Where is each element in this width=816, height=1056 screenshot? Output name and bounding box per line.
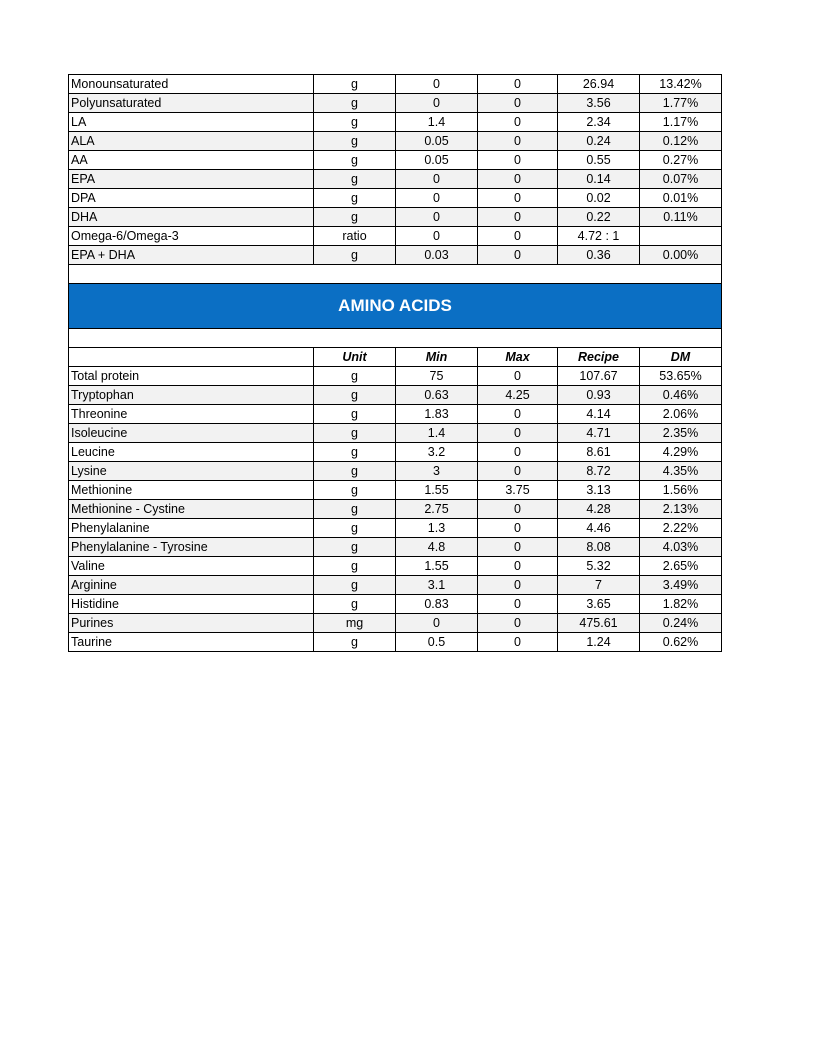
cell-name: Omega-6/Omega-3 [69, 227, 314, 246]
cell-dm: 2.13% [640, 500, 722, 519]
cell-min: 0.05 [396, 132, 478, 151]
cell-name: Phenylalanine - Tyrosine [69, 538, 314, 557]
cell-recipe: 107.67 [558, 367, 640, 386]
cell-recipe: 2.34 [558, 113, 640, 132]
cell-name: Methionine [69, 481, 314, 500]
cell-dm: 3.49% [640, 576, 722, 595]
table-row [69, 405, 722, 424]
amino-section [69, 265, 722, 367]
cell-min: 0 [396, 94, 478, 113]
cell-name: Taurine [69, 633, 314, 652]
cell-unit: g [314, 500, 396, 519]
cell-name: Valine [69, 557, 314, 576]
section-title: AMINO ACIDS [69, 284, 722, 329]
cell-min: 1.4 [396, 424, 478, 443]
header-dm: DM [640, 348, 722, 367]
cell-max: 0 [478, 170, 558, 189]
section-banner [69, 284, 722, 329]
cell-recipe: 0.93 [558, 386, 640, 405]
cell-max: 0 [478, 94, 558, 113]
cell-unit: g [314, 189, 396, 208]
cell-recipe: 1.24 [558, 633, 640, 652]
cell-recipe: 4.72 : 1 [558, 227, 640, 246]
cell-max: 0 [478, 208, 558, 227]
cell-unit: ratio [314, 227, 396, 246]
cell-recipe: 8.61 [558, 443, 640, 462]
cell-dm: 2.22% [640, 519, 722, 538]
cell-unit: g [314, 151, 396, 170]
cell-unit: g [314, 405, 396, 424]
cell-recipe: 475.61 [558, 614, 640, 633]
table-row [69, 424, 722, 443]
cell-min: 2.75 [396, 500, 478, 519]
cell-recipe: 26.94 [558, 75, 640, 94]
spacer-row [69, 329, 722, 348]
cell-recipe: 5.32 [558, 557, 640, 576]
cell-dm: 0.46% [640, 386, 722, 405]
cell-recipe: 4.14 [558, 405, 640, 424]
cell-unit: g [314, 424, 396, 443]
cell-min: 1.3 [396, 519, 478, 538]
column-header-row [69, 348, 722, 367]
cell-unit: g [314, 75, 396, 94]
cell-name: Leucine [69, 443, 314, 462]
cell-name: Phenylalanine [69, 519, 314, 538]
table-row [69, 113, 722, 132]
cell-unit: g [314, 443, 396, 462]
cell-max: 0 [478, 557, 558, 576]
cell-recipe: 0.14 [558, 170, 640, 189]
cell-min: 0 [396, 189, 478, 208]
table-row [69, 462, 722, 481]
cell-name: LA [69, 113, 314, 132]
cell-max: 0 [478, 500, 558, 519]
cell-max: 0 [478, 367, 558, 386]
cell-max: 0 [478, 113, 558, 132]
cell-name: Arginine [69, 576, 314, 595]
table-row [69, 481, 722, 500]
header-recipe: Recipe [558, 348, 640, 367]
header-max: Max [478, 348, 558, 367]
table-row [69, 170, 722, 189]
table-row [69, 94, 722, 113]
cell-unit: g [314, 386, 396, 405]
cell-name: Histidine [69, 595, 314, 614]
table-row [69, 595, 722, 614]
cell-dm: 1.77% [640, 94, 722, 113]
cell-min: 1.83 [396, 405, 478, 424]
cell-dm: 1.17% [640, 113, 722, 132]
cell-max: 0 [478, 132, 558, 151]
table-row [69, 614, 722, 633]
cell-name: Lysine [69, 462, 314, 481]
cell-name: DPA [69, 189, 314, 208]
cell-min: 0.83 [396, 595, 478, 614]
cell-max: 0 [478, 189, 558, 208]
table-row [69, 519, 722, 538]
cell-recipe: 8.08 [558, 538, 640, 557]
cell-name: Purines [69, 614, 314, 633]
cell-recipe: 3.65 [558, 595, 640, 614]
cell-name: Monounsaturated [69, 75, 314, 94]
table-row [69, 132, 722, 151]
cell-dm: 53.65% [640, 367, 722, 386]
cell-dm: 0.24% [640, 614, 722, 633]
cell-min: 0 [396, 170, 478, 189]
cell-name: EPA + DHA [69, 246, 314, 265]
nutrient-sheet [68, 74, 721, 652]
table-row [69, 246, 722, 265]
cell-name: EPA [69, 170, 314, 189]
cell-name: Total protein [69, 367, 314, 386]
cell-min: 0 [396, 227, 478, 246]
cell-recipe: 3.13 [558, 481, 640, 500]
cell-max: 0 [478, 405, 558, 424]
cell-unit: g [314, 208, 396, 227]
cell-max: 0 [478, 227, 558, 246]
cell-dm: 0.01% [640, 189, 722, 208]
cell-dm: 4.03% [640, 538, 722, 557]
cell-dm: 0.11% [640, 208, 722, 227]
table-row [69, 557, 722, 576]
cell-dm: 0.62% [640, 633, 722, 652]
cell-min: 0.05 [396, 151, 478, 170]
cell-min: 0.5 [396, 633, 478, 652]
cell-unit: g [314, 519, 396, 538]
cell-min: 0.63 [396, 386, 478, 405]
cell-min: 3.2 [396, 443, 478, 462]
cell-max: 0 [478, 443, 558, 462]
cell-unit: mg [314, 614, 396, 633]
cell-min: 1.55 [396, 557, 478, 576]
cell-dm: 2.06% [640, 405, 722, 424]
cell-recipe: 8.72 [558, 462, 640, 481]
cell-max: 0 [478, 151, 558, 170]
cell-max: 0 [478, 595, 558, 614]
table-row [69, 576, 722, 595]
cell-max: 0 [478, 614, 558, 633]
cell-max: 0 [478, 75, 558, 94]
cell-max: 0 [478, 576, 558, 595]
cell-recipe: 0.24 [558, 132, 640, 151]
cell-recipe: 4.71 [558, 424, 640, 443]
cell-unit: g [314, 113, 396, 132]
table-row [69, 633, 722, 652]
cell-max: 3.75 [478, 481, 558, 500]
cell-unit: g [314, 132, 396, 151]
cell-dm [640, 227, 722, 246]
cell-recipe: 7 [558, 576, 640, 595]
cell-dm: 0.12% [640, 132, 722, 151]
cell-dm: 1.56% [640, 481, 722, 500]
cell-recipe: 4.28 [558, 500, 640, 519]
cell-unit: g [314, 576, 396, 595]
cell-unit: g [314, 557, 396, 576]
cell-unit: g [314, 94, 396, 113]
cell-name: AA [69, 151, 314, 170]
cell-max: 0 [478, 633, 558, 652]
cell-unit: g [314, 633, 396, 652]
amino-acid-rows [69, 367, 722, 652]
cell-recipe: 4.46 [558, 519, 640, 538]
cell-name: Isoleucine [69, 424, 314, 443]
cell-dm: 1.82% [640, 595, 722, 614]
cell-name: Threonine [69, 405, 314, 424]
cell-min: 1.4 [396, 113, 478, 132]
cell-dm: 0.00% [640, 246, 722, 265]
table-row [69, 443, 722, 462]
cell-recipe: 0.36 [558, 246, 640, 265]
cell-min: 1.55 [396, 481, 478, 500]
header-blank [69, 348, 314, 367]
table-row [69, 367, 722, 386]
table-row [69, 386, 722, 405]
cell-recipe: 3.56 [558, 94, 640, 113]
cell-dm: 2.35% [640, 424, 722, 443]
cell-name: DHA [69, 208, 314, 227]
cell-dm: 0.07% [640, 170, 722, 189]
cell-unit: g [314, 246, 396, 265]
cell-name: ALA [69, 132, 314, 151]
cell-min: 0.03 [396, 246, 478, 265]
cell-max: 0 [478, 462, 558, 481]
cell-recipe: 0.02 [558, 189, 640, 208]
table-row [69, 538, 722, 557]
cell-max: 4.25 [478, 386, 558, 405]
cell-unit: g [314, 462, 396, 481]
table-row [69, 75, 722, 94]
cell-max: 0 [478, 538, 558, 557]
cell-dm: 13.42% [640, 75, 722, 94]
cell-dm: 4.29% [640, 443, 722, 462]
table-row [69, 189, 722, 208]
cell-max: 0 [478, 424, 558, 443]
cell-min: 75 [396, 367, 478, 386]
cell-recipe: 0.55 [558, 151, 640, 170]
cell-name: Polyunsaturated [69, 94, 314, 113]
table-row [69, 500, 722, 519]
cell-unit: g [314, 481, 396, 500]
nutrient-table [68, 74, 722, 652]
cell-dm: 0.27% [640, 151, 722, 170]
cell-unit: g [314, 367, 396, 386]
fatty-acid-rows [69, 75, 722, 265]
cell-min: 3 [396, 462, 478, 481]
table-row [69, 227, 722, 246]
cell-min: 4.8 [396, 538, 478, 557]
spacer-row [69, 265, 722, 284]
cell-unit: g [314, 538, 396, 557]
cell-name: Methionine - Cystine [69, 500, 314, 519]
header-unit: Unit [314, 348, 396, 367]
cell-recipe: 0.22 [558, 208, 640, 227]
cell-min: 0 [396, 208, 478, 227]
cell-max: 0 [478, 519, 558, 538]
table-row [69, 151, 722, 170]
cell-min: 0 [396, 614, 478, 633]
cell-max: 0 [478, 246, 558, 265]
cell-dm: 2.65% [640, 557, 722, 576]
cell-name: Tryptophan [69, 386, 314, 405]
cell-unit: g [314, 170, 396, 189]
cell-dm: 4.35% [640, 462, 722, 481]
cell-unit: g [314, 595, 396, 614]
cell-min: 0 [396, 75, 478, 94]
header-min: Min [396, 348, 478, 367]
cell-min: 3.1 [396, 576, 478, 595]
table-row [69, 208, 722, 227]
